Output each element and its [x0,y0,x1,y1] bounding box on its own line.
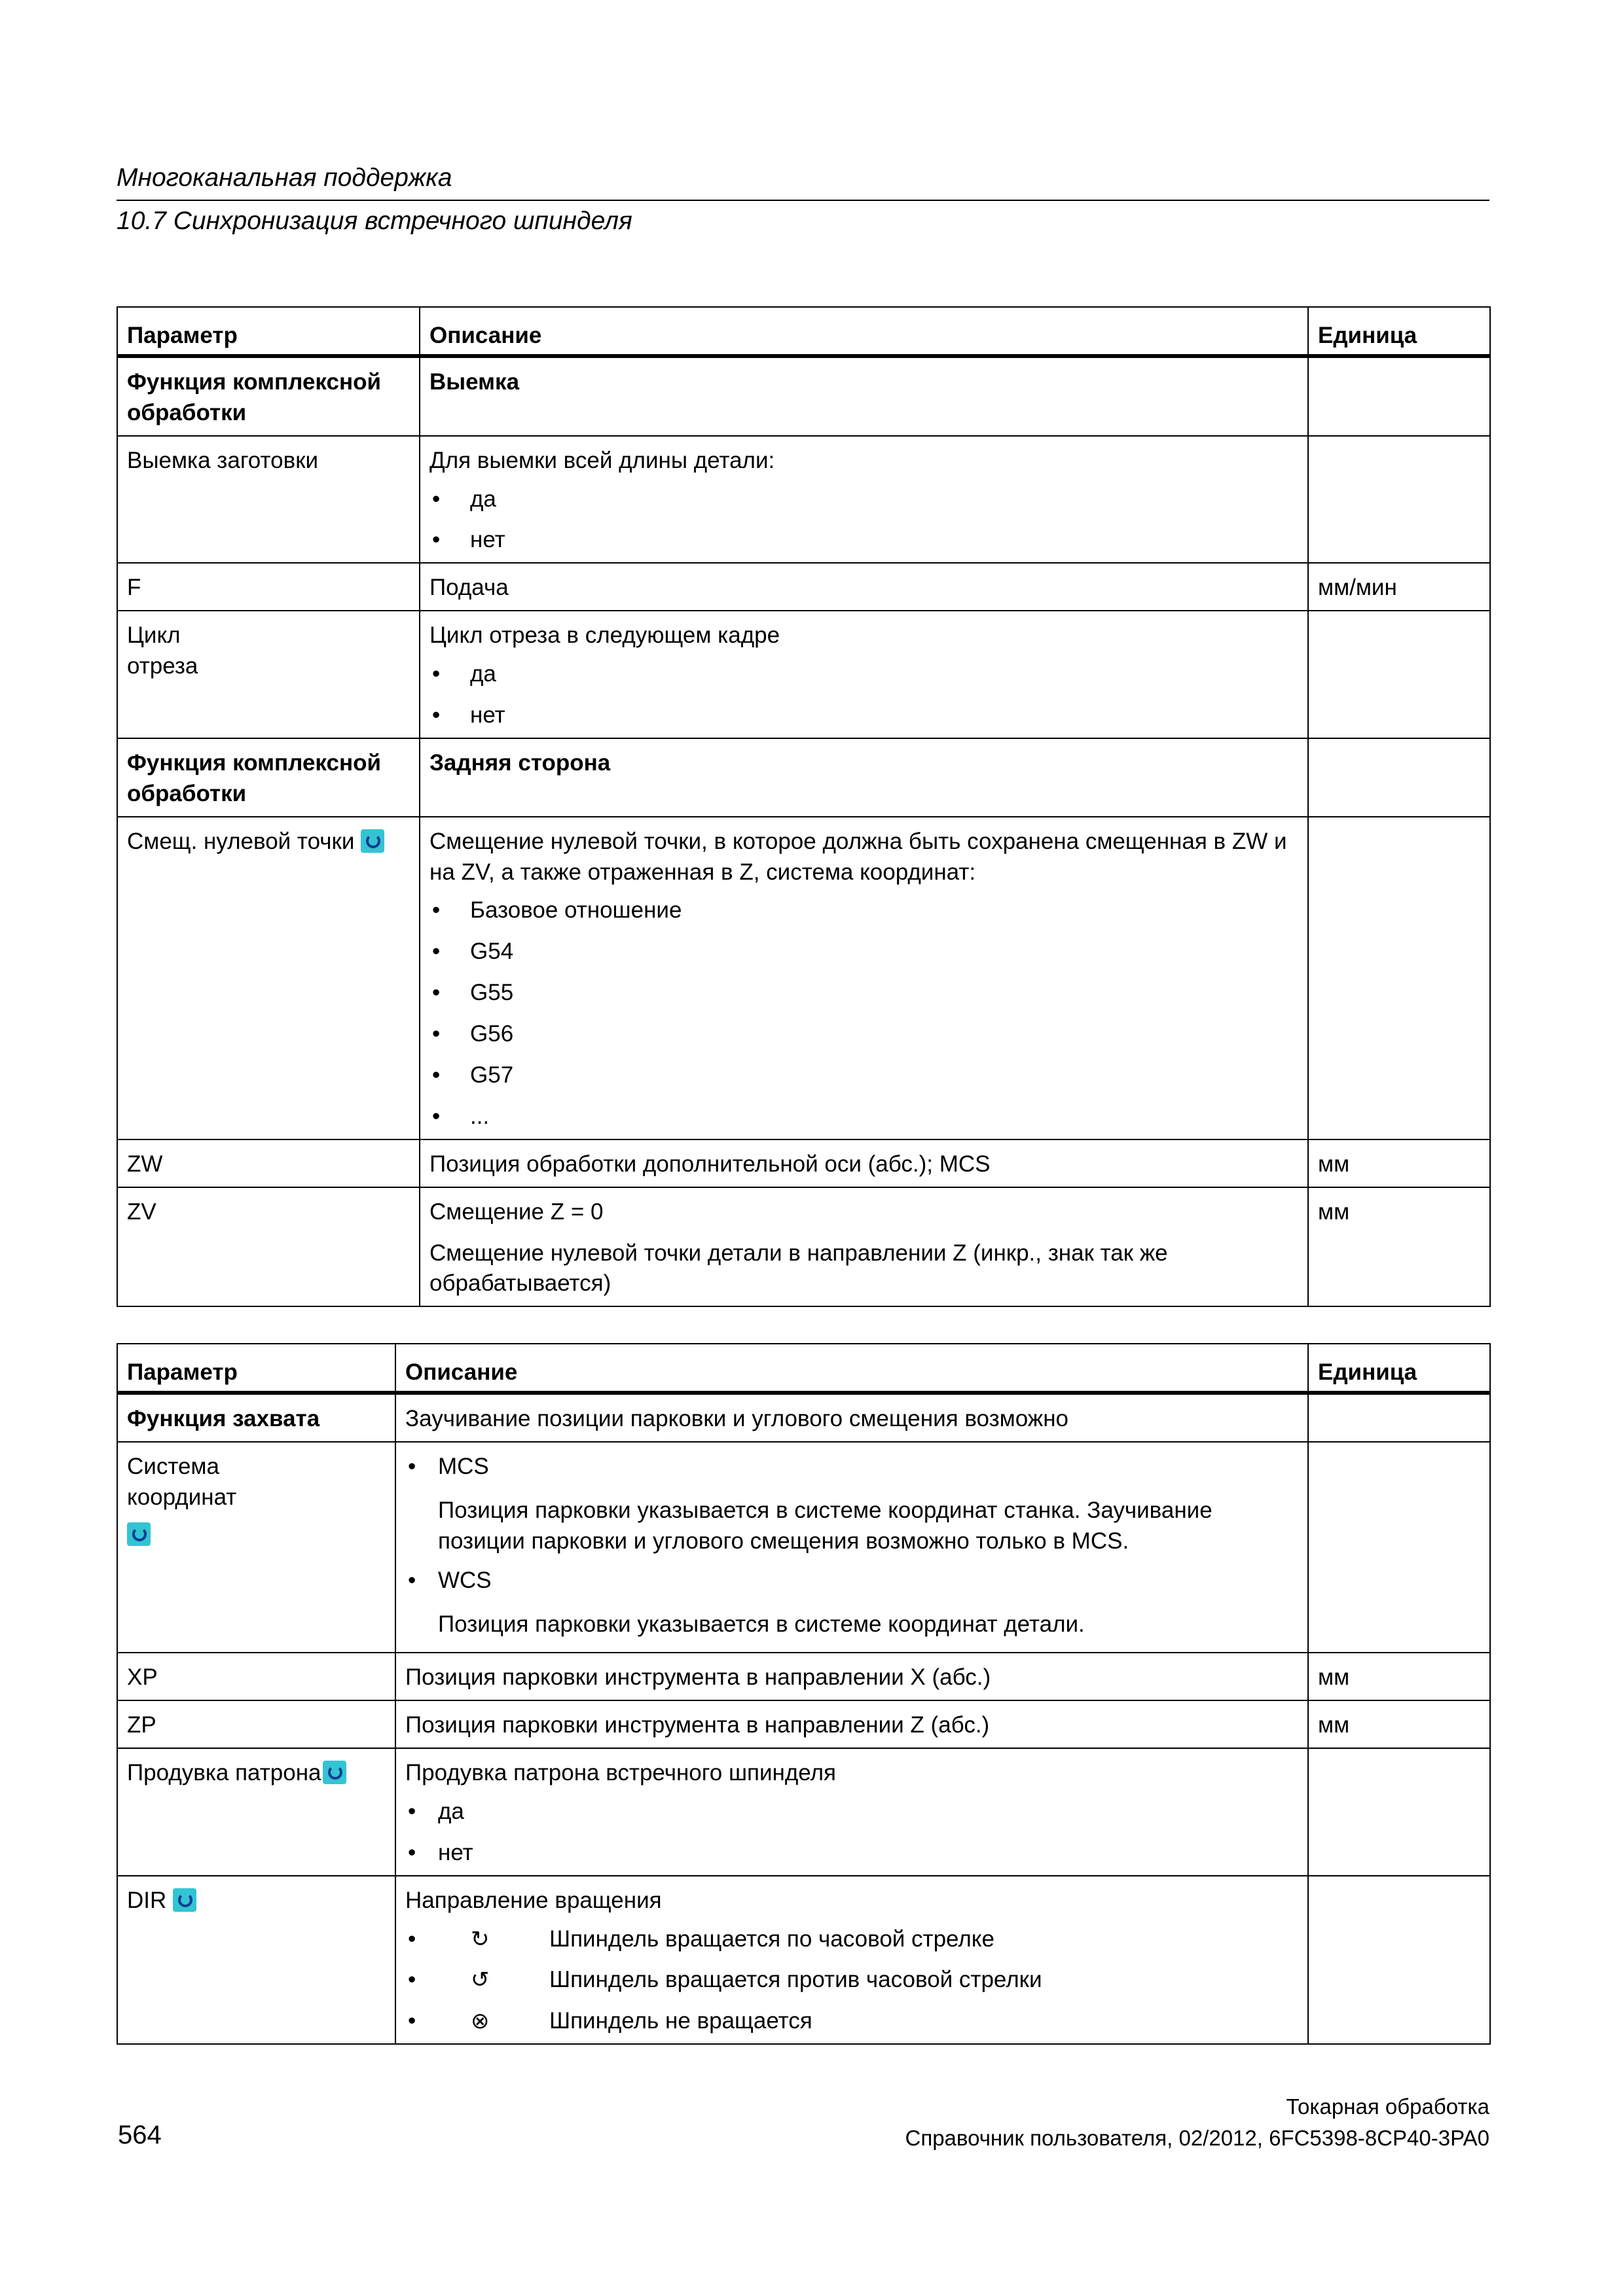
desc-cell [420,817,1308,1139]
desc-cell: Подача [420,563,1308,611]
param-cell: Функция комплексной обработки [117,356,420,436]
unit-cell: мм [1308,1700,1490,1748]
unit-cell: мм [1308,1139,1490,1187]
param-cell: Выемка заготовки [117,436,420,564]
list-item: • G54 [432,939,514,965]
col-header-param: Параметр [117,1344,395,1393]
table-header-row [117,307,1490,356]
list-item: • да [432,486,496,512]
list-item: • да [408,1798,464,1824]
table-row [117,436,1490,564]
table-row [117,1442,1490,1653]
table-row [117,738,1490,817]
list-item: • WCS [408,1568,492,1594]
table-row [117,817,1490,1139]
section-title: 10.7 Синхронизация встречного шпинделя [117,207,632,235]
table-row [117,1187,1490,1307]
footer-book-title: Токарная обработка [1286,2094,1489,2119]
spindle-stop-icon: ⊗ [471,2009,490,2034]
unit-cell [1308,356,1490,436]
option-list [405,1797,1298,1869]
table-row [117,1748,1490,1876]
option-note: Позиция парковки указывается в системе координат станка. Заучивание позиции парковки и углового смещения возможно только в MCS. [438,1497,1213,1554]
table-row [117,1700,1490,1748]
unit-cell [1308,1876,1490,2045]
table-row [117,1139,1490,1187]
unit-cell: мм [1308,1653,1490,1700]
unit-cell [1308,817,1490,1139]
option-list [405,1566,1298,1596]
table-row [117,1653,1490,1700]
list-item: • G56 [432,1021,514,1047]
desc-cell [420,436,1308,564]
param-cell: F [117,563,420,611]
param-cell: Функция захвата [117,1393,395,1442]
desc-text: Смещение Z = 0 [429,1198,604,1225]
desc-cell: Задняя сторона [420,738,1308,817]
table-header-row [117,1344,1490,1393]
param-cell: DIR [117,1876,395,2045]
desc-text: Продувка патрона встречного шпинделя [405,1760,836,1786]
option-list [405,1924,1298,2037]
desc-cell [420,611,1308,738]
param-cell: Смещ. нулевой точки [117,817,420,1139]
param-cell: Система координат [117,1442,395,1653]
col-header-unit: Единица [1308,1344,1490,1393]
param-cell: ZV [117,1187,420,1307]
unit-cell: мм/мин [1308,563,1490,611]
desc-cell: Позиция парковки инструмента в направлении Z (абс.) [395,1700,1308,1748]
parameter-table-2 [117,1343,1491,2045]
desc-cell [395,1442,1308,1653]
list-item: • нет [432,527,505,553]
param-cell: Продувка патрона [117,1748,395,1876]
unit-cell [1308,738,1490,817]
desc-cell [395,1748,1308,1876]
table-row [117,563,1490,611]
unit-cell: мм [1308,1187,1490,1307]
table-row [117,611,1490,738]
list-item: • нет [408,1839,473,1865]
col-header-desc: Описание [420,307,1308,356]
param-cell: Цикл отреза [117,611,420,738]
list-item: • MCS [408,1453,489,1479]
table-row [117,1393,1490,1442]
desc-cell: Позиция парковки инструмента в направлении X (абс.) [395,1653,1308,1700]
desc-cell: Выемка [420,356,1308,436]
desc-cell [420,1187,1308,1307]
desc-cell [395,1876,1308,2045]
desc-text: Цикл отреза в следующем кадре [429,622,780,649]
desc-text: Для выемки всей длины детали: [429,447,775,473]
list-item: • G57 [432,1062,514,1088]
option-list [405,1452,1298,1482]
toggle-icon[interactable] [173,1888,196,1912]
list-item: • да [432,661,496,687]
list-item: • нет [432,702,505,728]
footer-manual-ref: Справочник пользователя, 02/2012, 6FC5398-8CP40-3PA0 [905,2126,1489,2150]
list-item: • G55 [432,980,514,1006]
list-item: • ⊗ Шпиндель не вращается [405,2006,1298,2037]
page-number: 564 [118,2121,162,2149]
param-cell: ZW [117,1139,420,1187]
param-cell: Функция комплексной обработки [117,738,420,817]
col-header-unit: Единица [1308,307,1490,356]
col-header-desc: Описание [395,1344,1308,1393]
list-item: • ↻ Шпиндель вращается по часовой стрелке [405,1924,1298,1955]
option-list [429,484,1298,556]
unit-cell [1308,1748,1490,1876]
unit-cell [1308,1442,1490,1653]
list-item: • Базовое отношение [432,897,682,924]
param-cell: ZP [117,1700,395,1748]
chapter-title: Многоканальная поддержка [117,164,452,192]
table-row [117,356,1490,436]
col-header-param: Параметр [117,307,420,356]
toggle-icon[interactable] [323,1761,346,1784]
desc-text: Смещение нулевой точки, в которое должна быть сохранена смещенная в ZW и на ZV, а также отраженная в Z, система координат: [429,828,1287,885]
list-item: • ↺ Шпиндель вращается против часовой стрелки [405,1965,1298,1996]
spindle-counterclockwise-icon: ↺ [471,1967,490,1993]
list-item: • ... [432,1103,490,1129]
unit-cell [1308,611,1490,738]
unit-cell [1308,436,1490,564]
table-row [117,1876,1490,2045]
header-rule [117,200,1489,201]
desc-cell: Позиция обработки дополнительной оси (абс.); MCS [420,1139,1308,1187]
desc-cell: Заучивание позиции парковки и углового смещения возможно [395,1393,1308,1442]
option-note: Позиция парковки указывается в системе координат детали. [438,1611,1085,1638]
spindle-clockwise-icon: ↻ [471,1926,490,1952]
param-cell: XP [117,1653,395,1700]
option-list [429,659,1298,731]
desc-text: Направление вращения [405,1887,662,1913]
toggle-icon[interactable] [127,1522,151,1546]
desc-text-2: Смещение нулевой точки детали в направлении Z (инкр., знак так же обрабатывается) [429,1240,1168,1297]
toggle-icon[interactable] [361,829,384,853]
parameter-table-1 [117,306,1491,1307]
unit-cell [1308,1393,1490,1442]
option-list [429,895,1298,1132]
